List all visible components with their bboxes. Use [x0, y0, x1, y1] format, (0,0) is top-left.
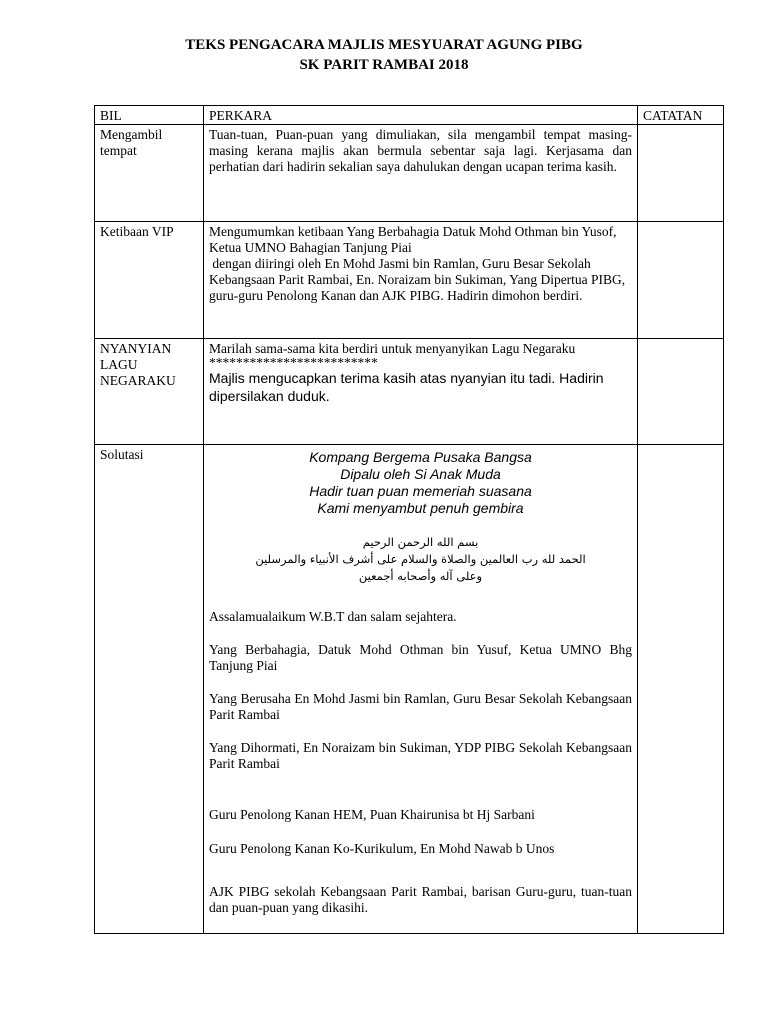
row-catatan [638, 339, 724, 445]
arabic-line: بسم الله الرحمن الرحيم [362, 535, 479, 549]
table-row [95, 445, 724, 934]
vip-escort: dengan diiringi oleh En Mohd Jasmi bin Ramlan, Guru Besar Sekolah Kebangsaan Parit Rambai, En. Noraizam bin Sukiman, Yang Dipertua PIBG, guru-guru Penolong Kanan dan AJK PIBG. Hadirin dimohon berdiri. [209, 256, 629, 303]
table-row [95, 339, 724, 445]
vip-announcement: Mengumumkan ketibaan Yang Berbahagia Datuk Mohd Othman bin Yusof, Ketua UMNO Bahagian Tanjung Piai [209, 224, 617, 255]
pantun-line: Kompang Bergema Pusaka Bangsa [309, 449, 532, 465]
pantun-line: Kami menyambut penuh gembira [317, 500, 524, 516]
salutation-vip: Yang Berbahagia, Datuk Mohd Othman bin Yusuf, Ketua UMNO Bhg Tanjung Piai [209, 642, 632, 673]
row-bil: NYANYIAN LAGU NEGARAKU [95, 339, 204, 445]
row-perkara: Tuan-tuan, Puan-puan yang dimuliakan, sila mengambil tempat masing-masing kerana majlis akan bermula sebentar saja lagi. Kerjasama dan perhatian dari hadirin sekalian saya dahulukan dengan ucapan terima kasih. [204, 125, 638, 222]
header-bil: BIL [95, 106, 204, 125]
table-row [95, 125, 724, 222]
row-bil: Solutasi [95, 445, 204, 934]
header-perkara: PERKARA [204, 106, 638, 125]
table-row [95, 222, 724, 339]
salutation-ajk: AJK PIBG sekolah Kebangsaan Parit Rambai, barisan Guru-guru, tuan-tuan dan puan-puan yang dikasihi. [209, 884, 632, 915]
header-catatan: CATATAN [638, 106, 724, 125]
anthem-invite: Marilah sama-sama kita berdiri untuk menyanyikan Lagu Negaraku [209, 341, 576, 356]
separator-stars: ************************* [209, 355, 378, 370]
row-bil: Mengambil tempat [95, 125, 204, 222]
pantun-line: Dipalu oleh Si Anak Muda [340, 466, 501, 482]
arabic-line: وعلى آله وأصحابه أجمعين [358, 569, 483, 583]
document-title: TEKS PENGACARA MAJLIS MESYUARAT AGUNG PIBG [185, 37, 583, 53]
greeting: Assalamualaikum W.B.T dan salam sejahtera. [209, 609, 457, 624]
pantun [209, 449, 632, 517]
row-perkara [204, 445, 638, 934]
table-header-row [95, 106, 724, 125]
pantun-line: Hadir tuan puan memeriah suasana [309, 483, 532, 499]
row-catatan [638, 125, 724, 222]
row-perkara [204, 339, 638, 445]
row-catatan [638, 445, 724, 934]
salutation-headmaster: Yang Berusaha En Mohd Jasmi bin Ramlan, Guru Besar Sekolah Kebangsaan Parit Rambai [209, 691, 632, 722]
document-subtitle: SK PARIT RAMBAI 2018 [299, 57, 469, 73]
salutation-gpk-kokurikulum: Guru Penolong Kanan Ko-Kurikulum, En Mohd Nawab b Unos [209, 841, 555, 856]
row-catatan [638, 222, 724, 339]
arabic-line: الحمد لله رب العالمين والصلاة والسلام على أشرف الأنبياء والمرسلين [255, 552, 586, 566]
salutation-ydp: Yang Dihormati, En Noraizam bin Sukiman, YDP PIBG Sekolah Kebangsaan Parit Rambai [209, 740, 632, 771]
row-perkara [204, 222, 638, 339]
agenda-table [94, 105, 724, 934]
row-bil: Ketibaan VIP [95, 222, 204, 339]
salutation-gpk-hem: Guru Penolong Kanan HEM, Puan Khairunisa bt Hj Sarbani [209, 807, 535, 822]
arabic-opening [209, 534, 632, 585]
anthem-thanks: Majlis mengucapkan terima kasih atas nyanyian itu tadi. Hadirin dipersilakan duduk. [209, 370, 604, 404]
